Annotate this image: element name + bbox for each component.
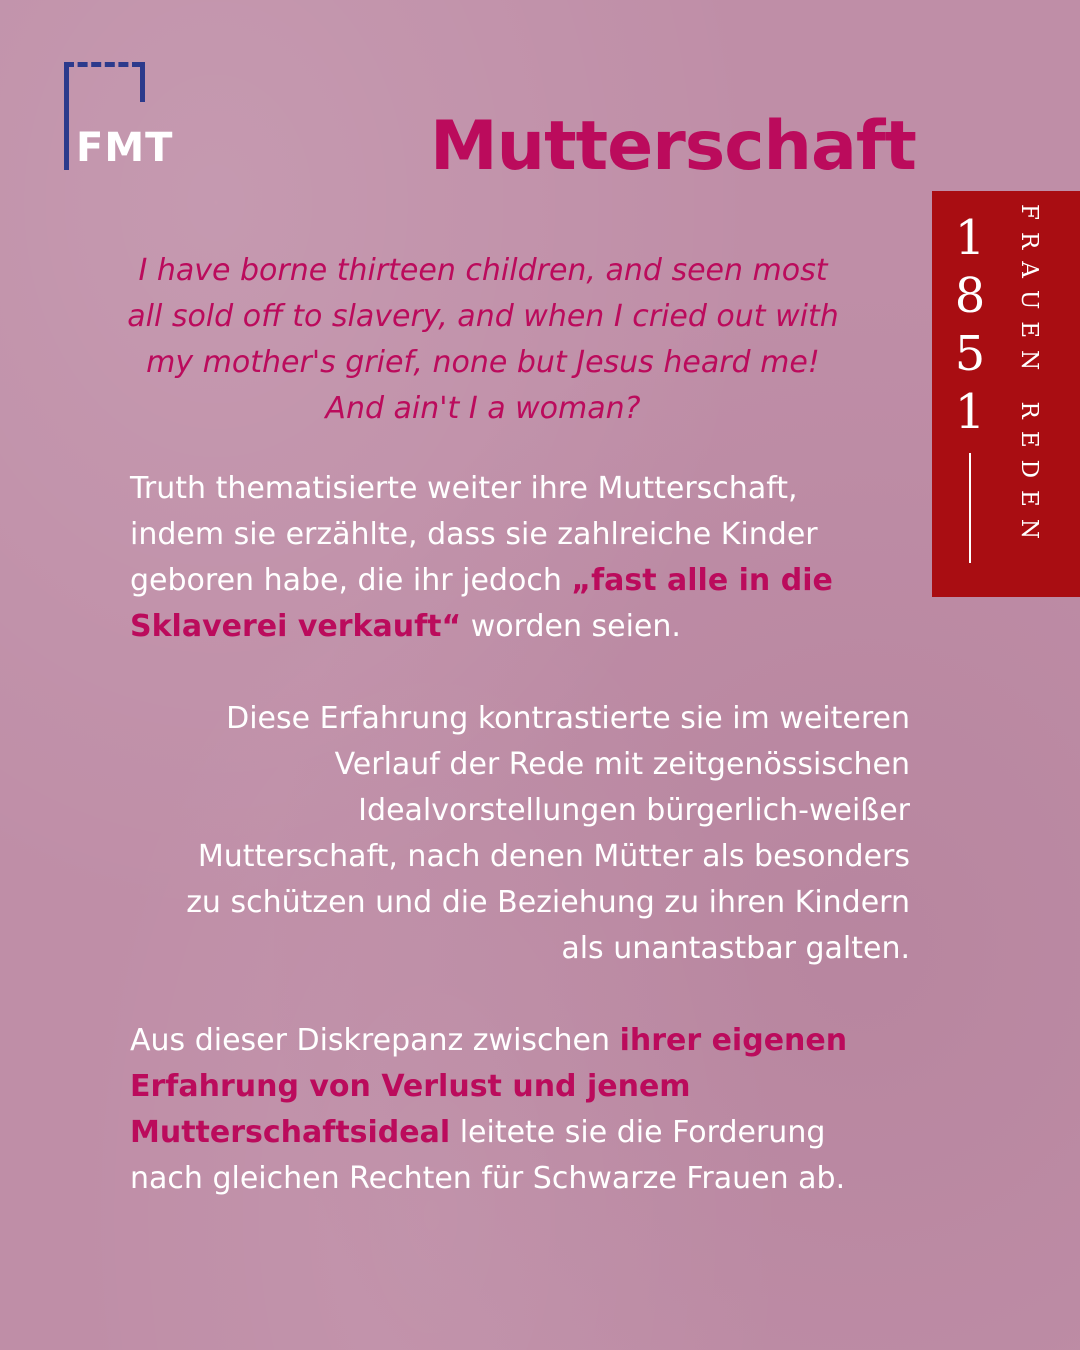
paragraph-2 [130,696,910,972]
side-tab [932,191,1080,597]
highlight-text: „fast alle in die Sklaverei verkauft“ [130,563,833,644]
year-digit: 1 [954,384,986,440]
series-label: FRAUEN REDEN [1016,204,1042,551]
quote-line: all sold off to slavery, and when I cried out with [127,299,839,334]
year-digit: 1 [954,210,986,266]
paragraph-3 [130,1018,890,1202]
paragraph-line: als unantastbar galten. [561,931,910,966]
quote [120,248,846,432]
paragraph-1 [130,466,860,650]
logo-bracket-left [64,62,69,170]
paragraph-text: worden seien. [461,609,681,644]
side-divider [969,453,971,563]
paragraph-text: Aus dieser Diskrepanz zwischen [130,1023,620,1058]
logo-text: FMT [76,125,174,171]
paragraph-line: Verlauf der Rede mit zeitgenössischen [334,747,910,782]
logo-bracket-right [140,62,145,102]
quote-line: my mother's grief, none but Jesus heard me! [146,345,820,380]
paragraph-text: leitete sie die Forderung nach gleichen Rechten für Schwarze Frauen ab. [130,1115,846,1196]
paragraph-line: Diese Erfahrung kontrastierte sie im weiteren [226,701,910,736]
page-title: Mutterschaft [430,107,916,186]
highlight-text: ihrer eigenen Erfahrung von Verlust und jenem Mutterschaftsideal [130,1023,848,1150]
paragraph-line: Idealvorstellungen bürgerlich-weißer [358,793,910,828]
paragraph-text: Truth thematisierte weiter ihre Mutterschaft, indem sie erzählte, dass sie zahlreiche Kinder geboren habe, die ihr jedoch [130,471,818,598]
quote-line: And ain't I a woman? [325,391,641,426]
fmt-logo [64,62,176,172]
logo-bracket-top [64,62,142,67]
paragraph-line: Mutterschaft, nach denen Mütter als besonders [197,839,910,874]
paragraph-line: zu schützen und die Beziehung zu ihren Kindern [186,885,910,920]
year-digit: 8 [954,268,986,324]
quote-line: I have borne thirteen children, and seen most [138,253,828,288]
year-digit: 5 [954,326,986,382]
year-vertical [954,209,986,441]
